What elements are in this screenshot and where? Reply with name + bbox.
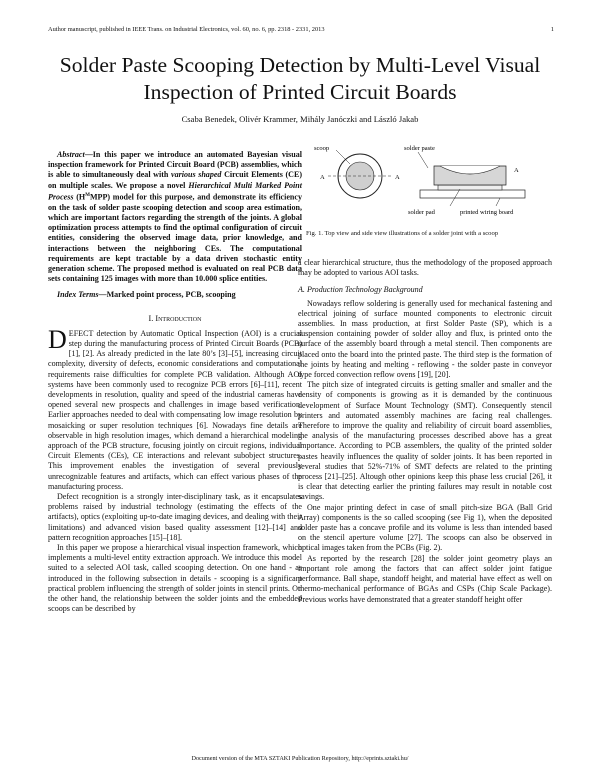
abstract: Abstract—In this paper we introduce an automated Bayesian visual inspection framework for Printed Circuit Board (PCB) assemblies, which is able to simultaneously deal with various shaped Circuit Elements (CE) on multiple scales. We propose a novel Hierarchical Multi Marked Point Process $(H^MMPP)$ model for this purpose, and demonstrate its efficiency on the task of solder paste scooping detection and scoop area estimation, which are important factors regarding the strength of the joints. A global optimization process attempts to find the optimal configuration of circuit entities, considering the observed image data, prior knowledge, and interactions between the neighboring CEs. The computational requirements are kept tractable by a data driven stochastic entity generation scheme. The proposed method is evaluated on real PCB data sets containing 125 images with more than 10.000 splice entities. bbox=[48, 150, 303, 284]
manuscript-header: Author manuscript, published in IEEE Trans. on Industrial Electronics, vol. 60, no. 6, pp. 2318 - 2331, 2013 bbox=[48, 26, 325, 33]
scoop-label: scoop bbox=[314, 145, 330, 152]
abstract-label: Abstract bbox=[57, 150, 85, 159]
right-paragraph-1: Nowadays reflow soldering is generally used for mechanical fastening and electrical joining of surface mounted components to electronic circuit assemblies. In mass production, at first Solder Paste (SP), which is a suspension containing powder of solder alloy and flux, is printed onto the surface of the assembly board through a metal stencil. Then components are placed onto the board into the printed paste. The third step is the formation of the joints by heating and melting - reflowing - the solder paste in conveyor type forced convection reflow ovens [19], [20]. bbox=[298, 298, 552, 380]
page-number: 1 bbox=[550, 26, 554, 33]
section-heading-introduction: I. Introduction bbox=[148, 313, 202, 323]
paper-title: Solder Paste Scooping Detection by Multi-Level Visual Inspection of Printed Circuit Boards bbox=[59, 53, 541, 104]
right-paragraph-2: The pitch size of integrated circuits is getting smaller and smaller and the density of components is growing as it is demanded by the continuous development of Surface Mount Technology (SMT). Consequently stencil printers and automated assembly machines are facing real challenges. Therefore to improve the quality and reliability of circuit board assemblies, the analysis of the manufacturing processes described above has a great importance. According to PCB assemblers, the quality of the printed solder pastes heavily influences the quality of solder joints. It has been reported in several studies that 52%-71% of SMT defects are related to the printing process [21]–[25]. Altough other opinions keep this phase less crucial [26], it is clear that detecting earlier the printing failures may result in notable cost savings. bbox=[298, 380, 552, 502]
intro-paragraph-2: Defect recognition is a strongly inter-disciplinary task, as it encapsulates problems raised by industrial technology (estimating the effects of the artifacts), optics (exploiting up-to-date imaging devices, and dealing with their limitations) and advanced vision based quality assessment [12]–[14] and pattern recognition approaches [15]–[18]. bbox=[48, 491, 302, 542]
index-terms-label: Index Terms bbox=[57, 290, 99, 300]
index-terms: Index Terms—Marked point process, PCB, scooping bbox=[57, 290, 236, 300]
index-terms-text: Marked point process, PCB, scooping bbox=[106, 290, 236, 300]
abstract-text-4: MPP) model for this purpose, and demonstrate its efficiency on the task of solder paste scooping detection and scoop area estimation, which are important factors regarding the strength of the joints. A global optimization process attempts to find the optimal configuration of circuit entities, considering the observed image data, prior knowledge, and interactions between the neighboring CEs. The computational requirements are kept tractable by a data driven stochastic entity generation scheme. The proposed method is evaluated on real PCB data sets containing 125 images with more than 10.000 splice entities. bbox=[48, 192, 303, 284]
right-paragraph-0: a clear hierarchical structure, thus the methodology of the proposed approach may be adopted to various AOI tasks. bbox=[298, 258, 552, 278]
section-a-left: A bbox=[320, 174, 325, 181]
right-column bbox=[298, 258, 552, 605]
author-list: Csaba Benedek, Olivér Krammer, Mihály Janóczki and László Jakab bbox=[181, 114, 419, 124]
drop-cap: D bbox=[48, 324, 67, 354]
abstract-text-2: Circuit Elements (CE) on multiple scales. We propose a novel bbox=[48, 170, 303, 190]
abstract-superscript: M bbox=[85, 192, 90, 198]
abstract-emphasis: various shaped bbox=[171, 170, 222, 180]
intro-text-1: EFECT detection by Automatic Optical Inspection (AOI) is a crucial step during the manufacturing process of Printed Circuit Boards (PCB) [1], [2]. As already predicted in the late 80’s [3]–[5], increasing circuit complexity, diversity of defects, economic considerations and computational requirements raise difficulties for complete PCB validation. Although AOI systems have been commonly used to recognize PCB errors [6]–[11], recent developments in resolution, quality and speed of the industrial cameras have opened several new prospects and challenges in image based verification. Earlier approaches needed to deal with compensating low image resolution by mosaicking or super resolution techniques [6]. Nowadays fine details are observable in high resolution images, which demand a hierarchical modeling approach of the PCB structure, focusing jointly on circuit regions, individual Circuit Elements (CEs), CE interactions and relevant subobject structures. This improvement enables the investigation of several previously unrecognizable features and artifacts, which can effect various phases of the manufacturing process. bbox=[48, 328, 302, 491]
solder-pad-side-view bbox=[438, 185, 502, 190]
solder-pad-label: solder pad bbox=[408, 209, 435, 216]
section-a-prime: A bbox=[514, 167, 519, 174]
subsection-heading: A. Production Technology Background bbox=[298, 285, 423, 295]
figure-caption: Fig. 1. Top view and side view illustrations of a solder joint with a scoop bbox=[306, 230, 499, 237]
right-paragraph-4: As reported by the research [28] the solder joint geometry plays an important role among the factors that can affect solder joint fatigue performance. Ball shape, standoff height, and material have effect as well on thermo-mechanical performance of BGAs and CSPs (Chip Scale Package). Previous works have demonstrated that a greater standoff height offer bbox=[298, 553, 552, 604]
right-paragraph-3: One major printing defect in case of small pitch-size BGA (Ball Grid Array) components is the so called scooping (see Fig 1), when the deposited solder paste has a concave profile and its volume is less than intended based on the stencil aperture volume [27]. The scoops can also be observed in optical images taken from the PCBs (Fig. 2). bbox=[298, 502, 552, 553]
intro-paragraph-3: In this paper we propose a hierarchical visual inspection framework, which implements a multi-level entity extraction approach. We introduce this model suited to a selected AOI task, called scooping detection. On one hand - as introduced in the following subsection in details - scooping is a significant practical problem influencing the strength of solder joints in stencil prints. On the other hand, the relationship between the solder joints and the embedded scoops can be described by bbox=[48, 542, 302, 614]
repository-footer: Document version of the MTA SZTAKI Publication Repository, http://eprints.sztaki.hu/ bbox=[191, 755, 409, 762]
pwb-label: printed wiring board bbox=[460, 209, 514, 216]
section-a-right: A bbox=[395, 174, 400, 181]
pwb-leader bbox=[496, 198, 500, 206]
pwb-side-view bbox=[420, 190, 525, 198]
abstract-text-3: (H bbox=[76, 192, 86, 202]
abstract-model-name: Hierarchical Multi Marked Point Process bbox=[48, 180, 302, 202]
solder-paste-label: solder paste bbox=[404, 145, 435, 152]
solder-paste-leader bbox=[418, 152, 428, 168]
abstract-text-1: In this paper we introduce an automated Bayesian visual inspection framework for Printed Circuit Board (PCB) assemblies, which is able to simultaneously deal with bbox=[48, 150, 302, 180]
left-column bbox=[48, 150, 302, 614]
intro-paragraph-1 bbox=[48, 324, 302, 492]
solder-joint-figure bbox=[300, 142, 550, 220]
